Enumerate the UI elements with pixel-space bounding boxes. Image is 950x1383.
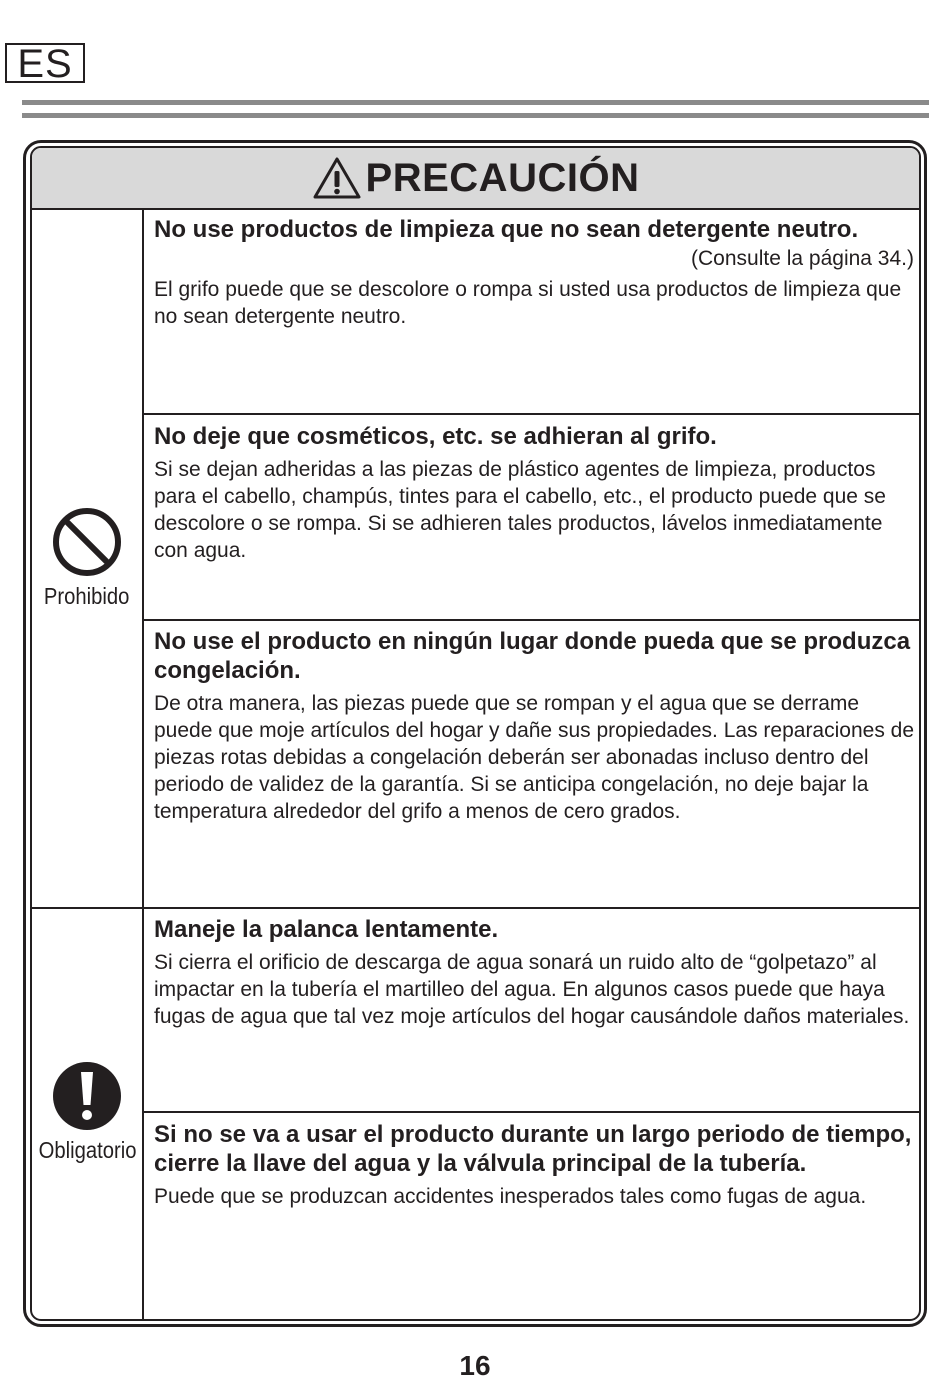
page-number: 16 (459, 1350, 491, 1381)
caution-item (154, 915, 914, 1030)
row-divider (142, 619, 919, 621)
caution-item (154, 627, 914, 825)
row-divider (142, 1111, 919, 1113)
item-heading: No deje que cosméticos, etc. se adhieran al grifo. (154, 423, 717, 450)
item-body: Puede que se produzcan accidentes inesperados tales como fugas de agua. (154, 1185, 867, 1208)
mandatory-label: Obligatorio (38, 1137, 137, 1163)
prohibited-label: Prohibido (44, 583, 130, 609)
caution-item (154, 215, 914, 330)
language-badge: ES (5, 43, 85, 83)
group-divider (32, 907, 919, 909)
prohibited-group-marker (32, 506, 142, 610)
mandatory-group-marker (32, 1060, 142, 1164)
caution-panel (30, 146, 921, 1321)
row-divider (142, 413, 919, 415)
item-heading: Maneje la palanca lentamente. (154, 916, 499, 943)
item-body: El grifo puede que se descolore o rompa si usted usa productos de limpieza que no sean detergente neutro. (154, 278, 902, 328)
prohibited-circle-icon (51, 506, 123, 578)
item-heading: No use productos de limpieza que no sean detergente neutro. (154, 216, 859, 243)
caution-title: PRECAUCIÓN (365, 155, 640, 200)
page-reference: (Consulte la página 34.) (691, 247, 914, 270)
mandatory-exclamation-icon (51, 1060, 123, 1132)
caution-item (154, 1120, 914, 1210)
item-heading: Si no se va a usar el producto durante un largo periodo de tiempo, cierre la llave del agua y la válvula principal de la tubería. (154, 1121, 912, 1177)
item-body: Si se dejan adheridas a las piezas de plástico agentes de limpieza, productos para el cabello, champús, tintes para el cabello, etc., el producto puede que se descolore o se rompa. Si se adhieren tales productos, lávelos inmediatamente con agua. (154, 458, 886, 562)
header-rule-top (22, 100, 929, 105)
warning-triangle-icon (312, 156, 362, 200)
item-body: Si cierra el orificio de descarga de agua sonará un ruido alto de “golpetazo” al impactar en la tubería el martilleo del agua. En algunos casos puede que haya fugas de agua que tal vez moje artículos del hogar causándole daños materiales. (154, 951, 910, 1028)
caution-item (154, 422, 914, 564)
column-divider (142, 208, 144, 1321)
item-heading: No use el producto en ningún lugar donde pueda que se produzca congelación. (154, 628, 911, 684)
item-body: De otra manera, las piezas puede que se rompan y el agua que se derrame puede que moje artículos del hogar y dañe sus propiedades. Las reparaciones de piezas rotas debidas a congelación deberán ser abonadas incluso dentro del periodo de validez de la garantía. Si se anticipa congelación, no deje bajar la temperatura alrededor del grifo a menos de cero grados. (154, 692, 915, 823)
caution-header (32, 148, 919, 210)
header-rule-bottom (22, 113, 929, 118)
